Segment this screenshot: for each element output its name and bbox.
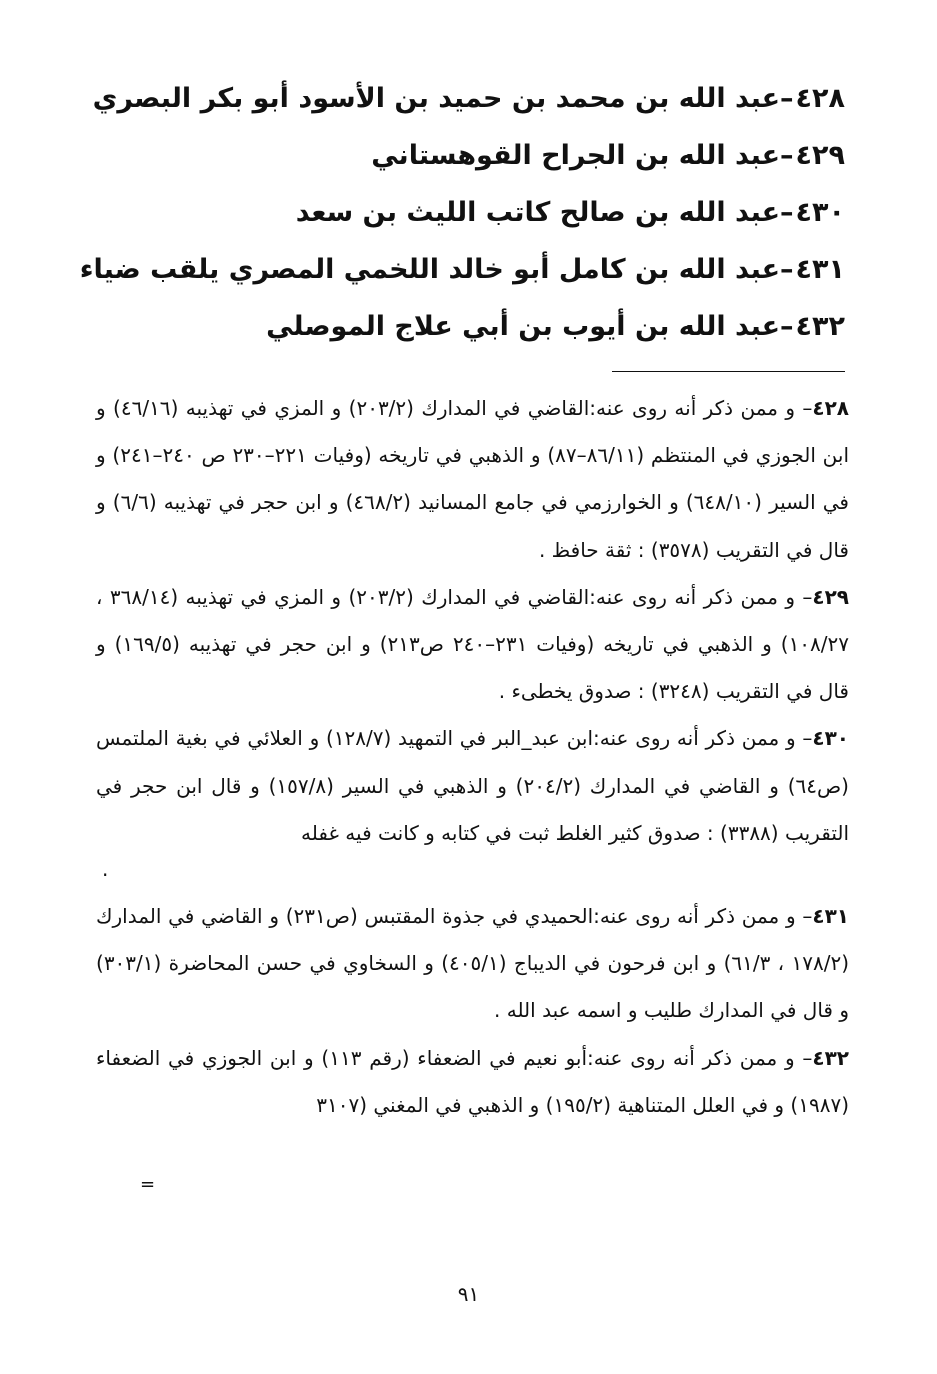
footnotes (96, 385, 849, 1129)
footnote-number: ٤٣٠ (812, 726, 849, 751)
footnote-number: ٤٢٨ (812, 396, 849, 420)
entry-number: ٤٣٢ (795, 311, 845, 342)
entry-number: ٤٢٨ (795, 83, 845, 114)
footnote-text: – و ممن ذكر أنه روى عنه:أبو نعيم في الضعفاء (رقم ١١٣) و ابن الجوزي في الضعفاء (١٩٨٧) و في العلل المتناهية (١٩٥/٢) و الذهبي في المغني (٣١٠٧ (96, 1045, 849, 1117)
entry-title: –عبد الله بن الجراح القوهستاني (371, 140, 794, 171)
entry-title: –عبد الله بن أيوب بن أبي علاج الموصلي (266, 311, 794, 342)
footnote-number: ٤٢٩ (812, 584, 850, 609)
footnote-number: ٤٣٢ (812, 1045, 849, 1070)
footnote-text: – و ممن ذكر أنه روى عنه:ابن عبد_البر في التمهيد (١٢٨/٧) و العلائي في بغية الملتمس (ص٦٤) و القاضي في المدارك (٢٠٤/٢) و الذهبي في السير (١٥٧/٨) و قال ابن حجر في التقريب (٣٣٨٨) : صدوق كثير الغلط ثبت في كتابه و كانت فيه غفله (96, 726, 849, 845)
footnote (96, 385, 849, 574)
entry-heading (92, 70, 845, 127)
footnote (96, 1035, 849, 1129)
entry-title: –عبد الله بن كامل أبو خالد اللخمي المصري يلقب ضياء (79, 254, 794, 285)
page-number: ٩١ (457, 1282, 480, 1306)
entry-number: ٤٢٩ (795, 140, 845, 171)
footnote (96, 715, 849, 857)
entry-list (79, 70, 845, 355)
entry-title: –عبد الله بن محمد بن حميد بن الأسود أبو بكر البصري (92, 83, 794, 114)
continuation-mark: = (140, 1174, 156, 1195)
footnote-number: ٤٣١ (812, 904, 849, 929)
entry-heading (79, 241, 845, 298)
entry-heading (145, 298, 845, 355)
footnote-trailing-dot: . (102, 857, 109, 882)
entry-number: ٤٣٠ (795, 197, 845, 228)
entry-heading (145, 184, 845, 241)
footnote (96, 574, 849, 716)
footnote-text: – و ممن ذكر أنه روى عنه:الحميدي في جذوة المقتبس (ص٢٣١) و القاضي في المدارك (١٧٨/٢ ، ٦١/٣) و ابن فرحون في الديباج (٤٠٥/١) و السخاوي في حسن المحاضرة (٣٠٣/١) و قال في المدارك طليب و اسمه عبد الله . (96, 904, 850, 1023)
footnote-separator (612, 371, 845, 372)
entry-title: –عبد الله بن صالح كاتب الليث بن سعد (295, 197, 794, 228)
footnote-text: – و ممن ذكر أنه روى عنه:القاضي في المدارك (٢٠٣/٢) و المزي في تهذيبه (٣٦٨/١٤ ، ١٠٨/٢٧) و الذهبي في تاريخه (وفيات ٢٣١–٢٤٠ ص٢١٣) و ابن حجر في تهذيبه (١٦٩/٥) و قال في التقريب (٣٢٤٨) : صدوق يخطىء . (96, 584, 850, 704)
footnote-text: – و ممن ذكر أنه روى عنه:القاضي في المدارك (٢٠٣/٢) و المزي في تهذيبه (٤٦/١٦) و ابن الجوزي في المنتظم (٨٦/١١–٨٧) و الذهبي في تاريخه (وفيات ٢٢١–٢٣٠ ص ٢٤٠–٢٤١) و في السير (٦٤٨/١٠) و الخوارزمي في جامع المسانيد (٤٦٨/٢) و ابن حجر في تهذيبه (٦/٦) و قال في التقريب (٣٥٧٨) : ثقة حافظ . (96, 396, 849, 562)
entry-number: ٤٣١ (795, 254, 845, 285)
entry-heading (145, 127, 845, 184)
footnote (96, 893, 849, 1035)
